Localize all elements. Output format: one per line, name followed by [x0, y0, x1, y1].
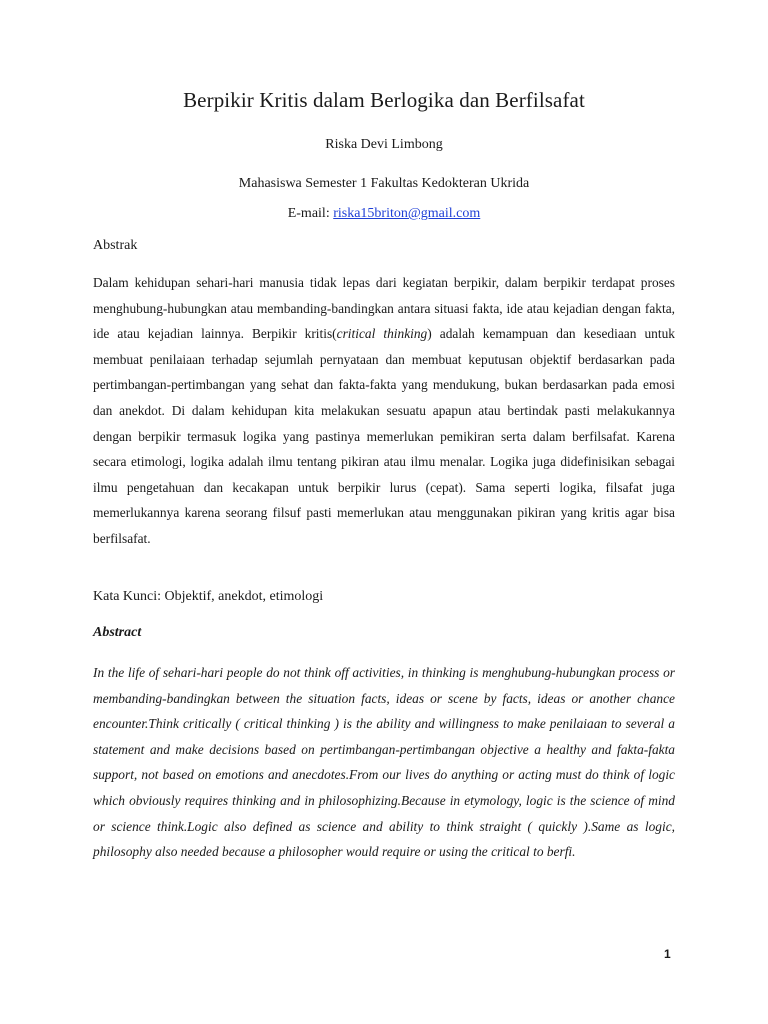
abstrak-text-part-1: Dalam kehidupan sehari-hari manusia tidak lepas dari kegiatan berpikir, dalam berpikir terdapat proses menghubung-hubungkan atau membanding-bandingkan antara situasi fakta, ide atau kejadian dengan fakta, ide atau kejadian lainnya. Berpikir kritis(	[93, 275, 675, 342]
author-name: Riska Devi Limbong	[325, 137, 443, 152]
abstract-heading: Abstract	[93, 625, 142, 640]
author-affiliation: Mahasiswa Semester 1 Fakultas Kedokteran Ukrida	[238, 176, 530, 191]
keywords-line: Kata Kunci: Objektif, anekdot, etimologi	[93, 589, 324, 604]
email-link[interactable]: riska15briton@gmail.com	[333, 206, 481, 221]
author-email-line	[0, 206, 768, 222]
abstract-paragraph: In the life of sehari-hari people do not think off activities, in thinking is menghubung-hubungkan process or membanding-bandingkan between the situation facts, ideas or scene by facts, ideas or another chance encounter.Think critically ( critical thinking ) is the ability and willingness to make penilaiaan to several a statement and make decisions based on pertimbangan-pertimbangan objective a healthy and fakta-fakta support, not based on emotions and anecdotes.From our lives do anything or acting must do think of logic which obviously requires thinking and in philosophizing.Because in etymology, logic is the science of mind or science think.Logic also defined as science and ability to think straight ( quickly ).Same as logic, philosophy also needed because a philosopher would require or using the critical to berfi.	[93, 665, 675, 860]
abstrak-heading: Abstrak	[93, 238, 138, 253]
document-title: Berpikir Kritis dalam Berlogika dan Berfilsafat	[183, 88, 585, 112]
email-prefix: E-mail:	[287, 206, 334, 221]
abstrak-text-part-2: ) adalah kemampuan dan kesediaan untuk membuat penilaiaan terhadap sejumlah pernyataan dan membuat keputusan objektif berdasarkan pada pertimbangan-pertimbangan yang sehat dan fakta-fakta yang mendukung, bukan berdasarkan pada emosi dan anekdot. Di dalam kehidupan kita melakukan sesuatu apapun atau bertindak pasti melakukannya dengan berpikir termasuk logika yang pastinya memerlukan pemikiran serta dalam berfilsafat. Karena secara etimologi, logika adalah ilmu tentang pikiran atau ilmu menalar. Logika juga didefinisikan sebagai ilmu pengetahuan dan kecakapan untuk berpikir lurus (cepat). Sama seperti logika, filsafat juga memerlukannya karena seorang filsuf pasti memerlukan atau menggunakan pikiran yang kritis agar bisa berfilsafat.	[93, 326, 675, 546]
abstrak-paragraph	[93, 270, 675, 552]
abstrak-text-emphasis: critical thinking	[336, 326, 428, 342]
page-number: 1	[664, 947, 671, 961]
